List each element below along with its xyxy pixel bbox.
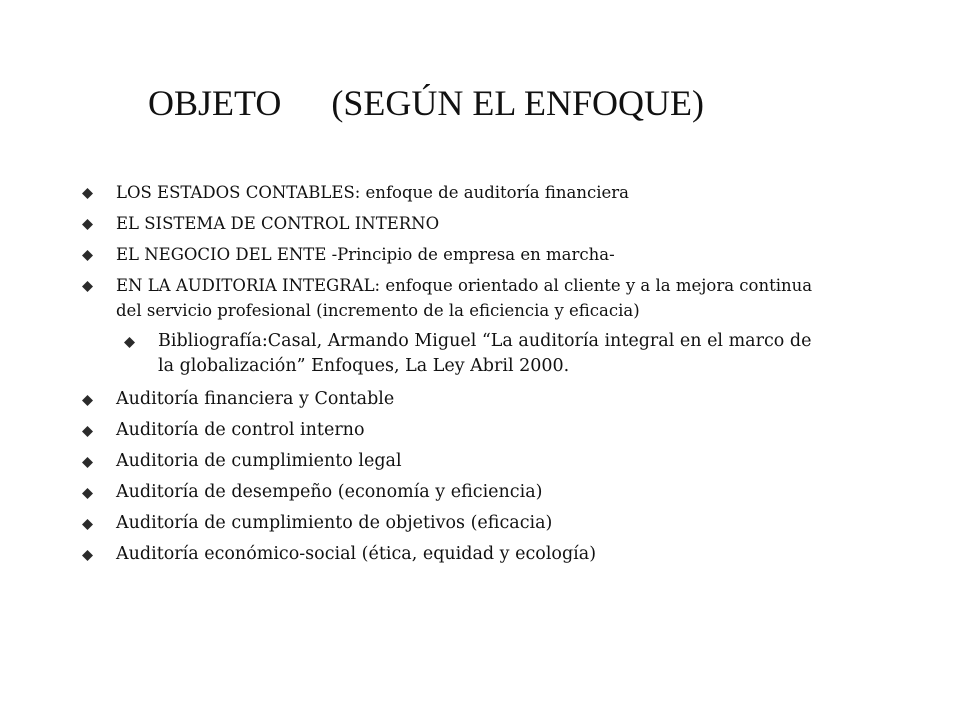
diamond-bullet-icon xyxy=(82,395,93,406)
list-item xyxy=(80,387,820,412)
list-item xyxy=(80,418,820,443)
diamond-bullet-icon xyxy=(82,457,93,468)
list-item-text: Auditoría financiera y Contable xyxy=(116,389,395,409)
diamond-bullet-icon xyxy=(82,426,93,437)
list-item xyxy=(80,211,820,236)
list-item xyxy=(80,511,820,536)
diamond-bullet-icon xyxy=(82,188,93,199)
list-item xyxy=(80,449,820,474)
list-item xyxy=(80,480,820,505)
list-item-text: EL SISTEMA DE CONTROL INTERNO xyxy=(116,214,440,233)
diamond-bullet-icon xyxy=(82,488,93,499)
list-item-text: EN LA AUDITORIA INTEGRAL: enfoque orientado al cliente y a la mejora continua del servicio profesional (incremento de la eficiencia y eficacia) xyxy=(116,276,813,320)
list-item-text: EL NEGOCIO DEL ENTE -Principio de empresa en marcha- xyxy=(116,245,615,264)
diamond-bullet-icon xyxy=(82,550,93,561)
list-item xyxy=(80,542,820,567)
sub-list-item xyxy=(122,329,820,379)
diamond-bullet-icon xyxy=(82,519,93,530)
title-enfoque: (SEGÚN EL ENFOQUE) xyxy=(331,83,704,123)
list-item xyxy=(80,242,820,267)
title-objeto: OBJETO xyxy=(148,83,282,123)
list-item xyxy=(80,180,820,205)
diamond-bullet-icon xyxy=(82,250,93,261)
list-item xyxy=(80,273,820,323)
list-item-text: Auditoria de cumplimiento legal xyxy=(116,451,402,471)
bullet-list xyxy=(80,180,820,573)
list-item-text: LOS ESTADOS CONTABLES: enfoque de auditoría financiera xyxy=(116,183,629,202)
list-item-text: Auditoría económico-social (ética, equidad y ecología) xyxy=(116,544,597,564)
list-item-text: Auditoría de cumplimiento de objetivos (eficacia) xyxy=(116,513,553,533)
list-item-text: Auditoría de control interno xyxy=(116,420,365,440)
list-item-text: Bibliografía:Casal, Armando Miguel “La auditoría integral en el marco de la globalización” Enfoques, La Ley Abril 2000. xyxy=(158,331,812,376)
diamond-bullet-icon xyxy=(124,337,135,348)
diamond-bullet-icon xyxy=(82,281,93,292)
diamond-bullet-icon xyxy=(82,219,93,230)
slide-title xyxy=(148,82,704,124)
list-item-text: Auditoría de desempeño (economía y eficiencia) xyxy=(116,482,543,502)
